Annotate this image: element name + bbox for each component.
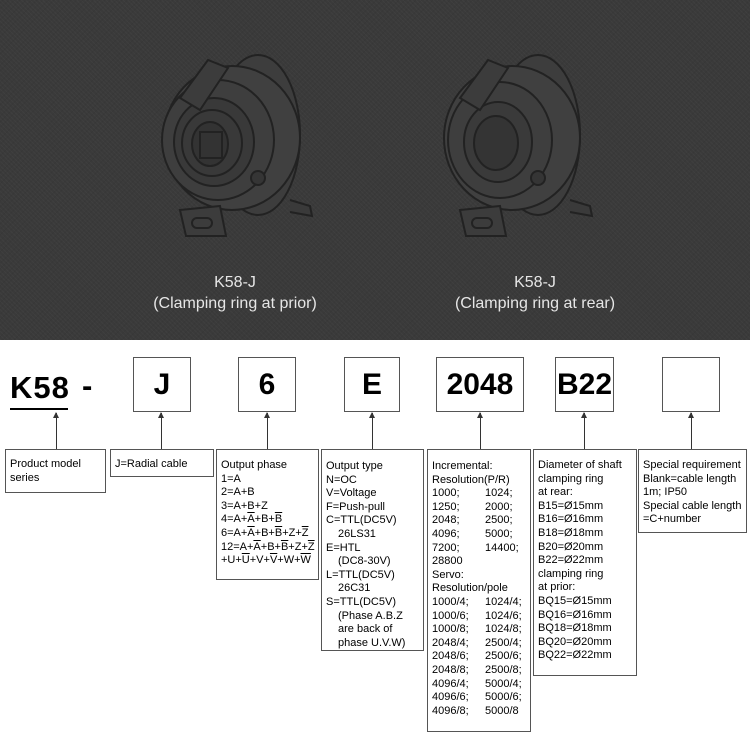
- output-type-item: L=TTL(DC5V): [326, 568, 395, 581]
- connector-cable: [161, 413, 162, 449]
- cable-box: [110, 449, 214, 477]
- output-type-item: F=Push-pull: [326, 500, 386, 513]
- product-model-box: [5, 449, 106, 493]
- diameter-line: clamping ring: [538, 567, 604, 580]
- incremental-grid: [432, 487, 526, 555]
- product-photo-band: [0, 0, 750, 340]
- pole-title: Resolution/pole: [432, 582, 508, 595]
- special-line: =C+number: [643, 513, 702, 526]
- model-series-code: K58: [10, 370, 70, 405]
- code-box-cable: J: [133, 357, 191, 412]
- output-type-item: E=HTL: [326, 541, 361, 554]
- special-line: Special cable length: [643, 499, 742, 512]
- cable-text: J=Radial cable: [115, 458, 188, 470]
- output-phase-item: 2=A+B: [221, 486, 255, 499]
- special-line: 1m; IP50: [643, 486, 688, 499]
- resolution-value: 1000;: [432, 487, 460, 500]
- output-type-item: N=OC: [326, 473, 357, 486]
- encoder-illustration-rear: [420, 40, 620, 250]
- code-box-resolution: 2048: [436, 357, 524, 412]
- resolution-value: 2048;: [432, 514, 460, 527]
- output-type-item: (DC8-30V): [338, 555, 391, 568]
- diameter-line: B15=Ø15mm: [538, 499, 604, 512]
- servo-value: 1000/4;: [432, 595, 469, 608]
- servo-value: 2500/6;: [485, 650, 522, 663]
- output-phase-title: Output phase: [221, 459, 288, 471]
- diameter-line: BQ22=Ø22mm: [538, 649, 612, 662]
- output-type-item: are back of: [338, 623, 393, 636]
- resolution-value: 2000;: [485, 500, 513, 513]
- servo-title: Servo:: [432, 568, 464, 581]
- servo-value: 2500/4;: [485, 636, 522, 649]
- connector-special: [691, 413, 692, 449]
- diameter-line: BQ20=Ø20mm: [538, 635, 612, 648]
- resolution-value: 1024;: [485, 487, 513, 500]
- caption-subtitle: (Clamping ring at rear): [454, 295, 616, 312]
- resolution-value: 2500;: [485, 514, 513, 527]
- output-type-item: S=TTL(DC5V): [326, 595, 396, 608]
- special-line: Blank=cable length: [643, 472, 737, 485]
- servo-value: 1024/6;: [485, 609, 522, 622]
- diameter-line: at prior:: [538, 581, 576, 594]
- output-phase-item: $12=A+\overline{A}+B+\overline{B}+Z+\overline{Z}$: [221, 540, 315, 553]
- servo-value: 1000/6;: [432, 609, 469, 622]
- resolution-value: 28800: [432, 555, 463, 568]
- output-type-item: C=TTL(DC5V): [326, 514, 397, 527]
- output-type-item: phase U.V.W): [338, 636, 406, 649]
- code-box-output: E: [344, 357, 400, 412]
- model-code-underline: [10, 408, 68, 410]
- diameter-line: BQ16=Ø16mm: [538, 608, 612, 621]
- servo-value: 4096/4;: [432, 677, 469, 690]
- servo-value: 5000/8: [485, 704, 519, 717]
- product-model-line: series: [10, 471, 40, 484]
- model-code-dash: -: [82, 368, 93, 403]
- caption-clamping-prior: [75, 272, 395, 314]
- resolution-value: 7200;: [432, 541, 460, 554]
- diameter-line: B18=Ø18mm: [538, 526, 604, 539]
- connector-product: [56, 413, 57, 449]
- servo-value: 4096/6;: [432, 691, 469, 704]
- output-type-item: 26LS31: [338, 527, 376, 540]
- resolution-value: 4096;: [432, 527, 460, 540]
- resolution-title: Incremental:: [432, 460, 493, 472]
- caption-clamping-rear: [375, 272, 695, 314]
- resolution-box: [427, 449, 531, 732]
- diameter-line: BQ15=Ø15mm: [538, 594, 612, 607]
- caption-subtitle: (Clamping ring at prior): [153, 295, 317, 312]
- diameter-line: B16=Ø16mm: [538, 513, 604, 526]
- resolution-value: 5000;: [485, 527, 513, 540]
- servo-value: 5000/4;: [485, 677, 522, 690]
- servo-value: 2048/4;: [432, 636, 469, 649]
- output-phase-box: [216, 449, 319, 580]
- servo-value: 1024/4;: [485, 595, 522, 608]
- resolution-subtitle: Resolution(P/R): [432, 473, 510, 486]
- caption-title: K58-J: [514, 274, 556, 291]
- servo-grid: [432, 596, 526, 718]
- output-type-item: 26C31: [338, 582, 371, 595]
- shaft-diameter-box: [533, 449, 637, 676]
- output-phase-item: 3=A+B+Z: [221, 499, 268, 512]
- output-phase-item: $+U+\overline{U}+V+\overline{V}+W+\overline{W}$: [221, 554, 311, 567]
- diameter-line: BQ18=Ø18mm: [538, 622, 612, 635]
- diameter-line: Diameter of shaft: [538, 459, 622, 471]
- connector-output: [372, 413, 373, 449]
- code-box-phase: 6: [238, 357, 296, 412]
- connector-resolution: [480, 413, 481, 449]
- resolution-value: 1250;: [432, 500, 460, 513]
- caption-title: K58-J: [214, 274, 256, 291]
- special-line: Special requirement: [643, 459, 741, 471]
- special-requirement-box: [638, 449, 747, 533]
- servo-value: 5000/6;: [485, 691, 522, 704]
- output-phase-item: $6=A+\overline{A}+B+\overline{B}+Z+\overline{Z}$: [221, 526, 309, 539]
- connector-diameter: [584, 413, 585, 449]
- connector-phase: [267, 413, 268, 449]
- servo-value: 2500/8;: [485, 663, 522, 676]
- diameter-line: B22=Ø22mm: [538, 554, 604, 567]
- output-type-item: (Phase A.B.Z: [338, 609, 403, 622]
- output-phase-item: 1=A: [221, 472, 241, 485]
- code-box-special: [662, 357, 720, 412]
- encoder-illustration-prior: [140, 40, 340, 250]
- servo-value: 1000/8;: [432, 623, 469, 636]
- diameter-line: at rear:: [538, 486, 573, 499]
- diameter-line: clamping ring: [538, 472, 604, 485]
- resolution-value: 14400;: [485, 541, 519, 554]
- servo-value: 2048/8;: [432, 663, 469, 676]
- diameter-line: B20=Ø20mm: [538, 540, 604, 553]
- output-type-box: [321, 449, 424, 651]
- servo-value: 4096/8;: [432, 704, 469, 717]
- code-box-diameter: B22: [555, 357, 614, 412]
- product-model-line: Product model: [10, 458, 81, 470]
- output-type-item: V=Voltage: [326, 487, 377, 500]
- servo-value: 1024/8;: [485, 623, 522, 636]
- output-phase-item: $4=A+\overline{A}+B+\overline{B}$: [221, 513, 283, 526]
- servo-value: 2048/6;: [432, 650, 469, 663]
- output-type-title: Output type: [326, 460, 383, 472]
